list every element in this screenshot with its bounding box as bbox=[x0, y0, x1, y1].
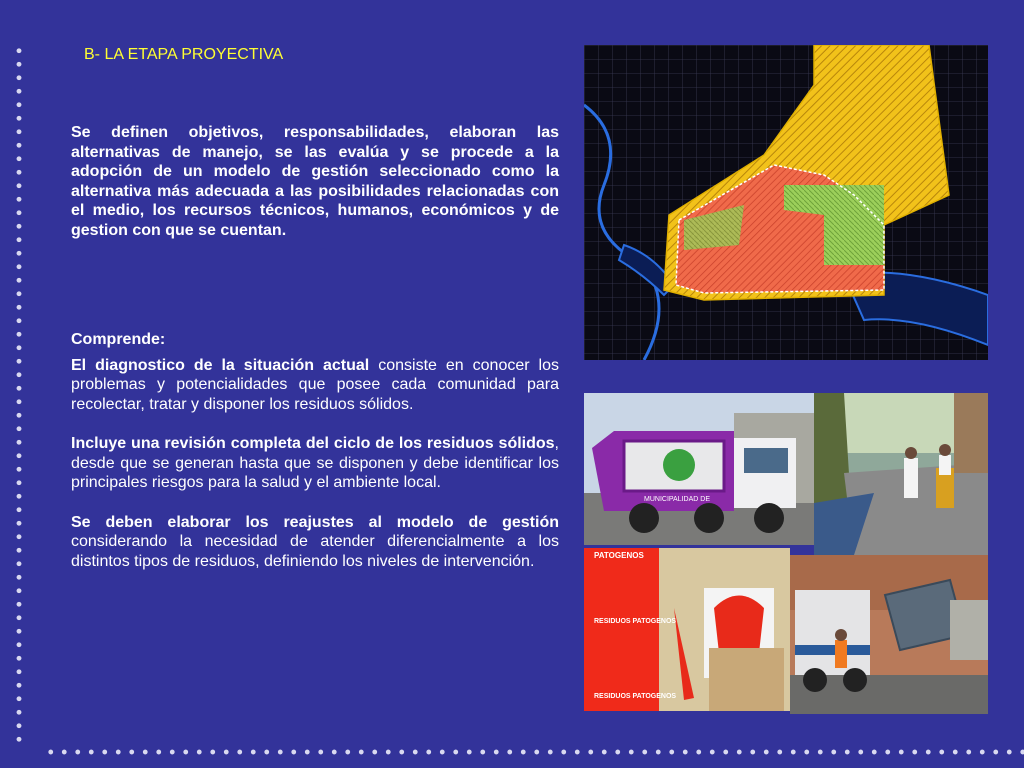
bottom-dot-border bbox=[44, 748, 1024, 756]
street-sweepers-photo bbox=[814, 393, 988, 555]
diagnostico-paragraph bbox=[71, 356, 559, 415]
revision-bold: Incluye una revisión completa del ciclo de los residuos sólidos bbox=[71, 435, 555, 452]
bag-label-middle: RESIDUOS PATOGENOS bbox=[594, 618, 677, 625]
comprende-heading: Comprende: bbox=[71, 331, 166, 348]
diagnostico-bold: El diagnostico de la situación actual bbox=[71, 356, 370, 374]
bag-label-top: PATOGENOS bbox=[594, 551, 644, 560]
reajustes-rest: considerando la necesidad de atender diferencialmente a los distintos tipos de residuos, definiendo los niveles de intervención. bbox=[71, 533, 559, 570]
reajustes-paragraph bbox=[71, 513, 559, 572]
slide-title: B- LA ETAPA PROYECTIVA bbox=[84, 46, 284, 63]
bag-label-bottom: RESIDUOS PATOGENOS bbox=[594, 693, 677, 700]
container-truck-photo bbox=[790, 555, 988, 714]
revision-rest: , desde que se generan hasta que se disponen y debe identificar los principales riesgos para la salud y el ambiente local. bbox=[71, 435, 559, 491]
truck-side-text: MUNICIPALIDAD DE bbox=[644, 496, 710, 503]
reajustes-bold: Se deben elaborar los reajustes al modelo de gestión bbox=[71, 513, 559, 531]
intro-paragraph bbox=[71, 123, 559, 240]
city-zoning-map-image bbox=[584, 45, 988, 360]
comprende-section bbox=[71, 330, 559, 571]
garbage-truck-photo bbox=[584, 393, 814, 545]
pathogenic-waste-bags-photo bbox=[584, 548, 790, 711]
diagnostico-rest: consiste en conocer los problemas y potencialidades que posee cada comunidad para recolectar, tratar y disponer los residuos sólidos. bbox=[71, 356, 559, 413]
left-dot-border bbox=[15, 44, 23, 744]
revision-paragraph bbox=[71, 434, 559, 493]
intro-text: Se definen objetivos, responsabilidades, elaboran las alternativas de manejo, se las evalúa y se procede a la adopción de un modelo de gestión seleccionado como la alternativa más adecuada a las posibilidades relacionadas con el medio, los recursos técnicos, humanos, económicos y de gestion con que se cuentan. bbox=[71, 124, 559, 239]
